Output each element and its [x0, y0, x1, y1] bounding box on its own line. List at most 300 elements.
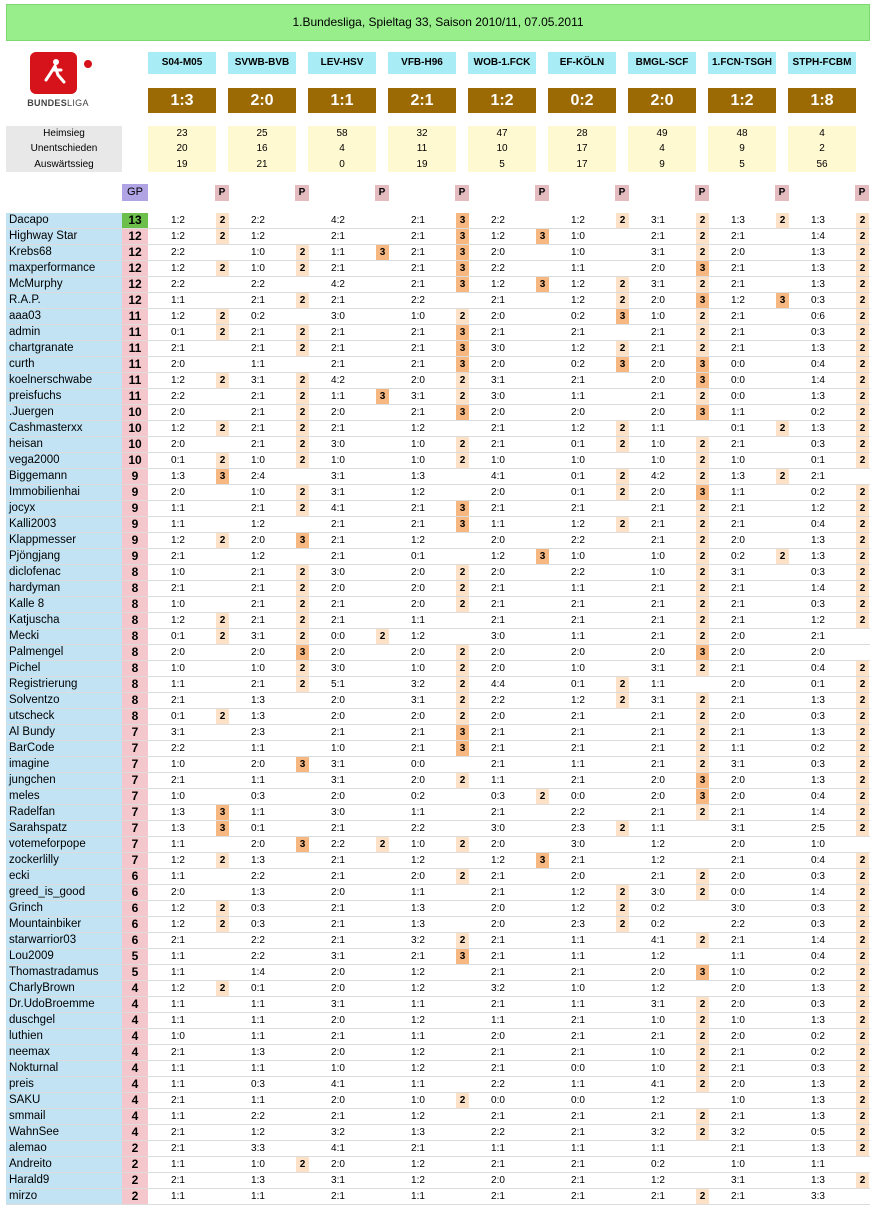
tip-value: 0:3 — [811, 759, 825, 770]
tip-value: 1:0 — [651, 1015, 665, 1026]
tip-points — [296, 965, 309, 980]
tip-value: 2:1 — [251, 503, 265, 514]
tip-value: 2:1 — [651, 599, 665, 610]
tip-value: 2:0 — [731, 871, 745, 882]
table-row — [6, 725, 870, 741]
player-name: vega2000 — [6, 453, 122, 468]
player-name: Solventzo — [6, 693, 122, 708]
tip-points — [536, 501, 549, 516]
table-row — [6, 1109, 870, 1125]
table-row — [6, 421, 870, 437]
tip-value: 1:1 — [251, 775, 265, 786]
tip-points — [536, 805, 549, 820]
tip-value: 2:1 — [651, 759, 665, 770]
tip-points — [376, 325, 389, 340]
tip-points — [376, 757, 389, 772]
tip-points — [376, 917, 389, 932]
tip-value: 2:1 — [491, 887, 505, 898]
tip-value: 1:3 — [251, 1047, 265, 1058]
stat-value: 17 — [576, 158, 588, 170]
tip-value: 1:4 — [811, 887, 825, 898]
tip-points — [296, 1061, 309, 1076]
tip-points — [296, 821, 309, 836]
tip-points — [536, 453, 549, 468]
player-name: R.A.P. — [6, 293, 122, 308]
tip-points: 2 — [856, 213, 869, 228]
tip-points — [856, 1157, 869, 1172]
tip-points — [776, 1141, 789, 1156]
tip-points: 2 — [456, 645, 469, 660]
tip-value: 2:1 — [251, 567, 265, 578]
tip-value: 0:1 — [571, 487, 585, 498]
tip-points — [776, 1189, 789, 1204]
tip-points: 2 — [216, 629, 229, 644]
tip-value: 2:1 — [571, 1127, 585, 1138]
tip-points: 3 — [776, 293, 789, 308]
stat-value: 5 — [499, 158, 505, 170]
total-points: 8 — [122, 597, 148, 612]
tip-value: 5:1 — [331, 679, 345, 690]
total-points: 12 — [122, 245, 148, 260]
tip-points — [216, 789, 229, 804]
tip-points — [776, 821, 789, 836]
tip-value: 1:2 — [411, 967, 425, 978]
tip-value: 0:1 — [171, 711, 185, 722]
tip-value: 2:2 — [171, 279, 185, 290]
tip-value: 4:2 — [651, 471, 665, 482]
tip-value: 2:0 — [651, 359, 665, 370]
tip-value: 1:0 — [731, 1015, 745, 1026]
tip-value: 2:2 — [571, 807, 585, 818]
tip-points — [376, 309, 389, 324]
tip-value: 2:0 — [491, 359, 505, 370]
tip-points — [536, 341, 549, 356]
tip-value: 2:0 — [731, 1079, 745, 1090]
tip-value: 2:1 — [731, 1191, 745, 1202]
tip-value: 2:1 — [331, 823, 345, 834]
tip-value: 1:2 — [411, 535, 425, 546]
tip-value: 1:2 — [171, 983, 185, 994]
tip-value: 4:2 — [331, 279, 345, 290]
tip-value: 2:1 — [491, 999, 505, 1010]
tip-points: 2 — [856, 229, 869, 244]
tip-value: 2:1 — [731, 1047, 745, 1058]
tip-value: 3:0 — [331, 663, 345, 674]
tip-points: 2 — [296, 373, 309, 388]
tip-points — [616, 533, 629, 548]
tip-points: 2 — [616, 885, 629, 900]
tip-points: 2 — [456, 933, 469, 948]
tip-points — [376, 421, 389, 436]
tip-points — [696, 981, 709, 996]
tip-value: 1:0 — [251, 455, 265, 466]
tip-value: 2:2 — [491, 215, 505, 226]
tip-value: 1:3 — [811, 1111, 825, 1122]
tip-value: 1:2 — [251, 231, 265, 242]
tip-value: 2:1 — [651, 1191, 665, 1202]
tip-points: 2 — [296, 677, 309, 692]
tip-value: 1:0 — [411, 311, 425, 322]
tip-points — [776, 693, 789, 708]
table-row — [6, 229, 870, 245]
tip-points — [456, 853, 469, 868]
tip-points — [696, 1157, 709, 1172]
total-points: 4 — [122, 1061, 148, 1076]
tip-points: 2 — [296, 389, 309, 404]
tip-points — [456, 1189, 469, 1204]
tip-points — [216, 517, 229, 532]
tip-value: 2:1 — [491, 1159, 505, 1170]
tip-value: 2:1 — [491, 727, 505, 738]
tip-value: 1:1 — [251, 807, 265, 818]
player-name: admin — [6, 325, 122, 340]
table-row — [6, 629, 870, 645]
tip-points: 3 — [296, 645, 309, 660]
tip-value: 3:1 — [331, 775, 345, 786]
tip-points: 2 — [856, 581, 869, 596]
table-row — [6, 1189, 870, 1205]
tip-value: 0:1 — [571, 471, 585, 482]
tip-value: 1:3 — [811, 423, 825, 434]
tip-value: 2:1 — [651, 1111, 665, 1122]
tip-value: 2:0 — [171, 439, 185, 450]
tip-value: 1:3 — [811, 247, 825, 258]
tip-value: 0:4 — [811, 663, 825, 674]
tip-value: 2:0 — [731, 839, 745, 850]
tip-points: 2 — [856, 1141, 869, 1156]
tip-points — [216, 1029, 229, 1044]
tip-points — [376, 1013, 389, 1028]
total-points: 12 — [122, 277, 148, 292]
tip-value: 1:2 — [411, 1015, 425, 1026]
table-row — [6, 597, 870, 613]
tip-points — [376, 277, 389, 292]
tip-value: 1:0 — [731, 455, 745, 466]
player-icon — [44, 58, 66, 90]
player-name: koelnerschwabe — [6, 373, 122, 388]
tip-points — [776, 773, 789, 788]
tip-value: 1:3 — [811, 1015, 825, 1026]
tip-value: 2:1 — [651, 519, 665, 530]
match-name: S04-M05 — [148, 52, 216, 74]
tip-value: 2:0 — [731, 791, 745, 802]
tip-points: 2 — [856, 405, 869, 420]
tip-points: 2 — [856, 549, 869, 564]
tip-points: 2 — [856, 421, 869, 436]
total-points: 4 — [122, 1029, 148, 1044]
tip-points — [456, 1141, 469, 1156]
tip-value: 2:1 — [251, 327, 265, 338]
tip-value: 1:1 — [651, 679, 665, 690]
tip-value: 1:1 — [411, 887, 425, 898]
tip-value: 2:0 — [651, 967, 665, 978]
tip-value: 2:0 — [331, 791, 345, 802]
tip-value: 2:1 — [331, 871, 345, 882]
tip-points: 3 — [536, 549, 549, 564]
tip-points — [456, 293, 469, 308]
table-row — [6, 357, 870, 373]
tip-points — [776, 1125, 789, 1140]
points-header: P — [615, 185, 629, 201]
tip-value: 1:2 — [171, 311, 185, 322]
tip-value: 2:1 — [331, 1111, 345, 1122]
tip-value: 2:1 — [731, 583, 745, 594]
tip-points: 2 — [456, 581, 469, 596]
tip-value: 1:4 — [811, 935, 825, 946]
tip-value: 2:0 — [251, 839, 265, 850]
tip-value: 0:1 — [571, 679, 585, 690]
match-result: 1:2 — [708, 88, 776, 113]
tip-value: 1:0 — [651, 311, 665, 322]
tip-points: 2 — [856, 741, 869, 756]
tip-points — [776, 533, 789, 548]
player-name: greed_is_good — [6, 885, 122, 900]
tip-value: 1:3 — [411, 903, 425, 914]
tip-points: 2 — [696, 693, 709, 708]
tip-points: 2 — [456, 373, 469, 388]
table-row — [6, 213, 870, 229]
total-points: 7 — [122, 789, 148, 804]
tip-value: 1:2 — [171, 423, 185, 434]
tip-value: 2:1 — [571, 855, 585, 866]
total-points: 8 — [122, 693, 148, 708]
tip-value: 0:2 — [811, 1047, 825, 1058]
table-row — [6, 789, 870, 805]
tip-points — [536, 725, 549, 740]
tip-value: 2:0 — [731, 775, 745, 786]
tip-value: 1:0 — [731, 1159, 745, 1170]
tip-points — [376, 1189, 389, 1204]
tip-value: 1:3 — [171, 823, 185, 834]
tip-points — [296, 357, 309, 372]
player-name: Grinch — [6, 901, 122, 916]
tip-points — [536, 773, 549, 788]
tip-value: 2:1 — [491, 583, 505, 594]
tip-points — [776, 981, 789, 996]
tip-value: 2:1 — [171, 695, 185, 706]
tip-points — [296, 1125, 309, 1140]
tip-value: 2:1 — [491, 871, 505, 882]
total-points: 2 — [122, 1157, 148, 1172]
tip-value: 2:0 — [171, 887, 185, 898]
tip-points: 2 — [856, 725, 869, 740]
player-name: Dacapo — [6, 213, 122, 228]
tip-points — [456, 549, 469, 564]
total-points: 5 — [122, 965, 148, 980]
tip-value: 1:3 — [251, 695, 265, 706]
player-name: Katjuscha — [6, 613, 122, 628]
player-name: .Juergen — [6, 405, 122, 420]
tip-value: 1:2 — [411, 855, 425, 866]
tip-value: 1:3 — [251, 887, 265, 898]
player-name: imagine — [6, 757, 122, 772]
tip-points: 2 — [296, 325, 309, 340]
tip-value: 1:2 — [651, 839, 665, 850]
tip-value: 1:1 — [171, 679, 185, 690]
tip-points: 2 — [776, 213, 789, 228]
tip-value: 2:1 — [251, 407, 265, 418]
player-name: CharlyBrown — [6, 981, 122, 996]
tip-value: 1:0 — [731, 1095, 745, 1106]
tip-points: 3 — [616, 309, 629, 324]
tip-value: 0:3 — [251, 791, 265, 802]
tip-points: 3 — [456, 501, 469, 516]
player-name: Pjöngjang — [6, 549, 122, 564]
tip-points: 2 — [856, 245, 869, 260]
tip-value: 3:1 — [331, 1175, 345, 1186]
tip-value: 4:2 — [331, 215, 345, 226]
tip-points: 2 — [696, 613, 709, 628]
tip-points: 2 — [296, 261, 309, 276]
tip-value: 1:3 — [171, 471, 185, 482]
tip-points — [536, 885, 549, 900]
tip-points — [376, 677, 389, 692]
table-row — [6, 757, 870, 773]
tip-value: 1:3 — [811, 263, 825, 274]
tip-points — [456, 1173, 469, 1188]
tip-value: 2:2 — [491, 1127, 505, 1138]
tip-points — [536, 1029, 549, 1044]
tip-value: 1:1 — [251, 999, 265, 1010]
tip-points — [776, 1077, 789, 1092]
tip-value: 3:1 — [411, 391, 425, 402]
table-row — [6, 309, 870, 325]
points-header: P — [535, 185, 549, 201]
tip-value: 1:2 — [571, 423, 585, 434]
tip-points — [456, 1077, 469, 1092]
match-name: SVWB-BVB — [228, 52, 296, 74]
tip-value: 2:1 — [571, 615, 585, 626]
tip-points: 3 — [376, 245, 389, 260]
tip-points: 2 — [856, 565, 869, 580]
tip-points — [216, 773, 229, 788]
tip-points — [776, 901, 789, 916]
total-points: 4 — [122, 1125, 148, 1140]
tip-points — [616, 741, 629, 756]
tip-value: 0:2 — [811, 407, 825, 418]
tip-value: 2:1 — [571, 1047, 585, 1058]
tip-points — [616, 1125, 629, 1140]
tip-value: 2:1 — [491, 327, 505, 338]
tip-value: 2:1 — [571, 1015, 585, 1026]
tip-points: 2 — [216, 325, 229, 340]
total-points: 10 — [122, 421, 148, 436]
total-points: 5 — [122, 949, 148, 964]
tip-points: 3 — [456, 405, 469, 420]
tip-points: 3 — [696, 965, 709, 980]
tip-value: 0:0 — [411, 759, 425, 770]
tip-points: 2 — [776, 549, 789, 564]
tip-points — [456, 917, 469, 932]
total-points: 6 — [122, 885, 148, 900]
tip-value: 1:2 — [571, 519, 585, 530]
tip-points — [536, 1189, 549, 1204]
tip-value: 0:1 — [251, 983, 265, 994]
tip-points — [376, 229, 389, 244]
tip-points: 2 — [296, 501, 309, 516]
tip-points — [616, 837, 629, 852]
table-row — [6, 965, 870, 981]
total-points: 11 — [122, 309, 148, 324]
tip-value: 2:0 — [331, 1047, 345, 1058]
stat-value: 28 — [576, 128, 588, 139]
points-header: P — [375, 185, 389, 201]
match-stats — [388, 126, 456, 172]
tip-value: 2:0 — [491, 487, 505, 498]
total-points: 4 — [122, 981, 148, 996]
tip-value: 1:2 — [491, 279, 505, 290]
tip-points — [776, 597, 789, 612]
tip-points: 3 — [696, 357, 709, 372]
tip-value: 0:2 — [571, 359, 585, 370]
player-name: Klappmesser — [6, 533, 122, 548]
tip-value: 2:1 — [651, 871, 665, 882]
tip-points — [376, 293, 389, 308]
player-name: Kalle 8 — [6, 597, 122, 612]
tip-value: 1:2 — [171, 615, 185, 626]
tip-value: 1:1 — [171, 519, 185, 530]
tip-value: 1:3 — [811, 215, 825, 226]
tip-points: 2 — [696, 229, 709, 244]
tip-points: 3 — [696, 293, 709, 308]
tip-points: 2 — [296, 437, 309, 452]
tip-points — [456, 981, 469, 996]
player-name: luthien — [6, 1029, 122, 1044]
tip-value: 2:1 — [731, 855, 745, 866]
tip-value: 2:1 — [491, 807, 505, 818]
tip-points — [216, 293, 229, 308]
tip-points — [216, 1013, 229, 1028]
tip-points — [536, 677, 549, 692]
total-points: 6 — [122, 917, 148, 932]
total-points: 11 — [122, 325, 148, 340]
tip-value: 2:1 — [491, 1111, 505, 1122]
tip-points — [616, 773, 629, 788]
tip-value: 0:3 — [251, 1079, 265, 1090]
tip-points: 3 — [456, 725, 469, 740]
tip-value: 1:3 — [811, 695, 825, 706]
tip-points: 2 — [696, 1029, 709, 1044]
tip-value: 1:0 — [411, 1095, 425, 1106]
tip-value: 2:2 — [251, 1111, 265, 1122]
tip-value: 1:1 — [731, 407, 745, 418]
match-stats — [468, 126, 536, 172]
player-name: Registrierung — [6, 677, 122, 692]
tip-points — [376, 1061, 389, 1076]
tip-points — [536, 581, 549, 596]
tip-points: 2 — [456, 773, 469, 788]
tip-points: 2 — [616, 437, 629, 452]
player-name: diclofenac — [6, 565, 122, 580]
tip-points: 2 — [216, 261, 229, 276]
tip-points — [616, 389, 629, 404]
total-points: 13 — [122, 213, 148, 228]
tip-points — [296, 981, 309, 996]
table-row — [6, 517, 870, 533]
tip-points: 2 — [696, 341, 709, 356]
tip-points — [536, 1157, 549, 1172]
tip-points: 2 — [696, 885, 709, 900]
tip-points — [616, 1045, 629, 1060]
tip-points: 2 — [296, 629, 309, 644]
tip-value: 2:1 — [571, 1031, 585, 1042]
tip-points — [536, 293, 549, 308]
total-points: 7 — [122, 741, 148, 756]
tip-value: 2:2 — [411, 295, 425, 306]
tip-points — [616, 805, 629, 820]
tip-value: 1:1 — [331, 247, 345, 258]
tip-value: 2:0 — [491, 247, 505, 258]
